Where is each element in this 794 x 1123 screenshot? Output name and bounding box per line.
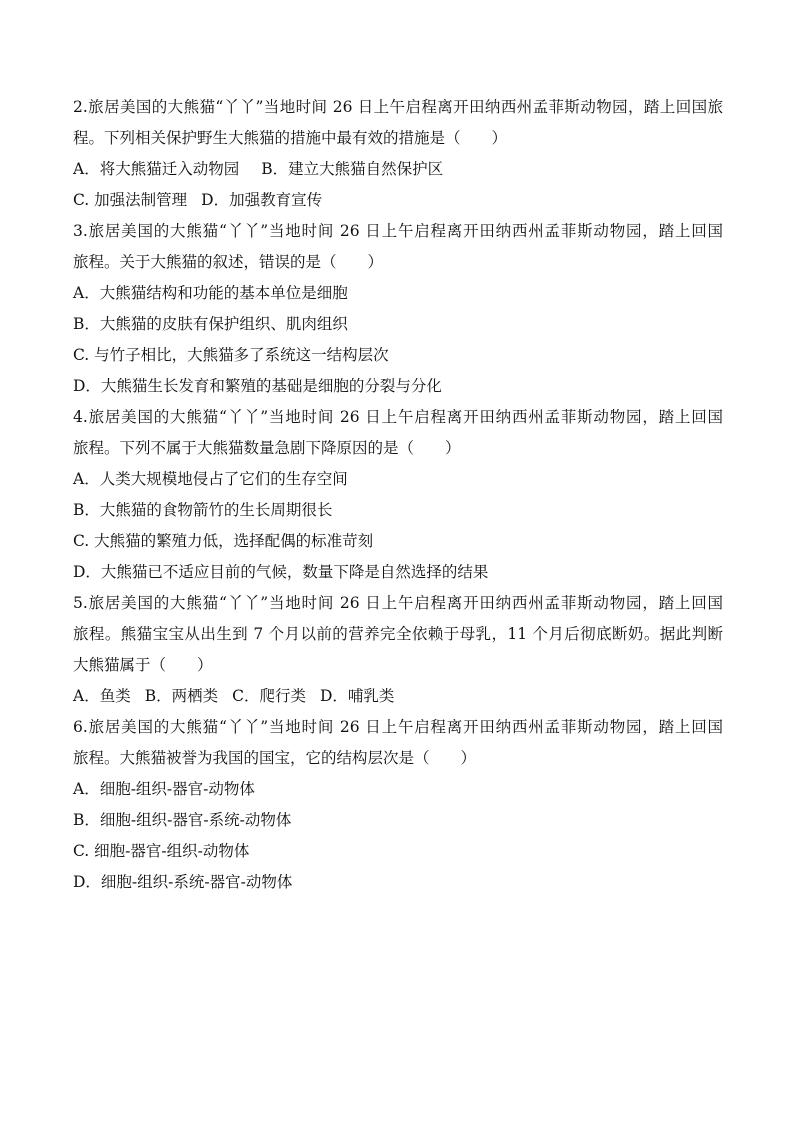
question-stem-line: 6.旅居美国的大熊猫“丫丫”当地时间 26 日上午启程离开田纳西州孟菲斯动物园，踏上回国: [73, 718, 723, 736]
question-5: [73, 588, 723, 712]
question-stem-line: 4.旅居美国的大熊猫“丫丫”当地时间 26 日上午启程离开田纳西州孟菲斯动物园，踏上回国: [73, 408, 723, 426]
option-c[interactable]: C. 细胞-器官-组织-动物体: [73, 842, 250, 860]
option-a[interactable]: A．鱼类: [73, 687, 131, 705]
option-a[interactable]: A．人类大规模地侵占了它们的生存空间: [73, 470, 348, 488]
question-stem-line: 旅程。下列不属于大熊猫数量急剧下降原因的是（ ）: [73, 439, 461, 457]
option-c[interactable]: C. 与竹子相比，大熊猫多了系统这一结构层次: [73, 346, 389, 364]
option-a[interactable]: A．细胞-组织-器官-动物体: [73, 780, 255, 798]
document-page: [73, 92, 723, 898]
option-a[interactable]: A．将大熊猫迁入动物园: [73, 160, 240, 178]
option-row: [73, 185, 723, 216]
option-d[interactable]: D．加强教育宣传: [201, 191, 323, 209]
question-stem-line: 程。下列相关保护野生大熊猫的措施中最有效的措施是（ ）: [73, 129, 508, 147]
option-b[interactable]: B．大熊猫的食物箭竹的生长周期很长: [73, 501, 333, 519]
option-b[interactable]: B．两栖类: [144, 687, 219, 705]
option-row: [73, 681, 723, 712]
question-stem-line: 2.旅居美国的大熊猫“丫丫”当地时间 26 日上午启程离开田纳西州孟菲斯动物园，踏上回国旅: [73, 98, 723, 116]
question-4: [73, 402, 723, 588]
option-b[interactable]: B．大熊猫的皮肤有保护组织、肌肉组织: [73, 315, 348, 333]
option-c[interactable]: C. 大熊猫的繁殖力低，选择配偶的标准苛刻: [73, 532, 374, 550]
option-d[interactable]: D．细胞-组织-系统-器官-动物体: [73, 873, 293, 891]
option-d[interactable]: D．大熊猫生长发育和繁殖的基础是细胞的分裂与分化: [73, 377, 442, 395]
option-row: [73, 154, 723, 185]
option-d[interactable]: D．大熊猫已不适应目前的气候，数量下降是自然选择的结果: [73, 563, 489, 581]
question-3: [73, 216, 723, 402]
option-c[interactable]: C．爬行类: [232, 687, 306, 705]
question-stem-line: 大熊猫属于（ ）: [73, 656, 213, 674]
question-stem-line: 5.旅居美国的大熊猫“丫丫”当地时间 26 日上午启程离开田纳西州孟菲斯动物园，踏上回国: [73, 594, 723, 612]
question-stem-line: 旅程。大熊猫被誉为我国的国宝，它的结构层次是（ ）: [73, 749, 477, 767]
question-stem-line: 3.旅居美国的大熊猫“丫丫”当地时间 26 日上午启程离开田纳西州孟菲斯动物园，踏上回国: [73, 222, 723, 240]
option-b[interactable]: B．细胞-组织-器官-系统-动物体: [73, 811, 292, 829]
option-c[interactable]: C. 加强法制管理: [73, 191, 188, 209]
option-d[interactable]: D．哺乳类: [319, 687, 395, 705]
question-stem-line: 旅程。熊猫宝宝从出生到 7 个月以前的营养完全依赖于母乳，11 个月后彻底断奶。据此判断: [73, 625, 723, 643]
option-a[interactable]: A．大熊猫结构和功能的基本单位是细胞: [73, 284, 348, 302]
question-stem-line: 旅程。关于大熊猫的叙述，错误的是（ ）: [73, 253, 384, 271]
option-b[interactable]: B．建立大熊猫自然保护区: [261, 160, 444, 178]
question-2: [73, 92, 723, 216]
question-6: [73, 712, 723, 898]
